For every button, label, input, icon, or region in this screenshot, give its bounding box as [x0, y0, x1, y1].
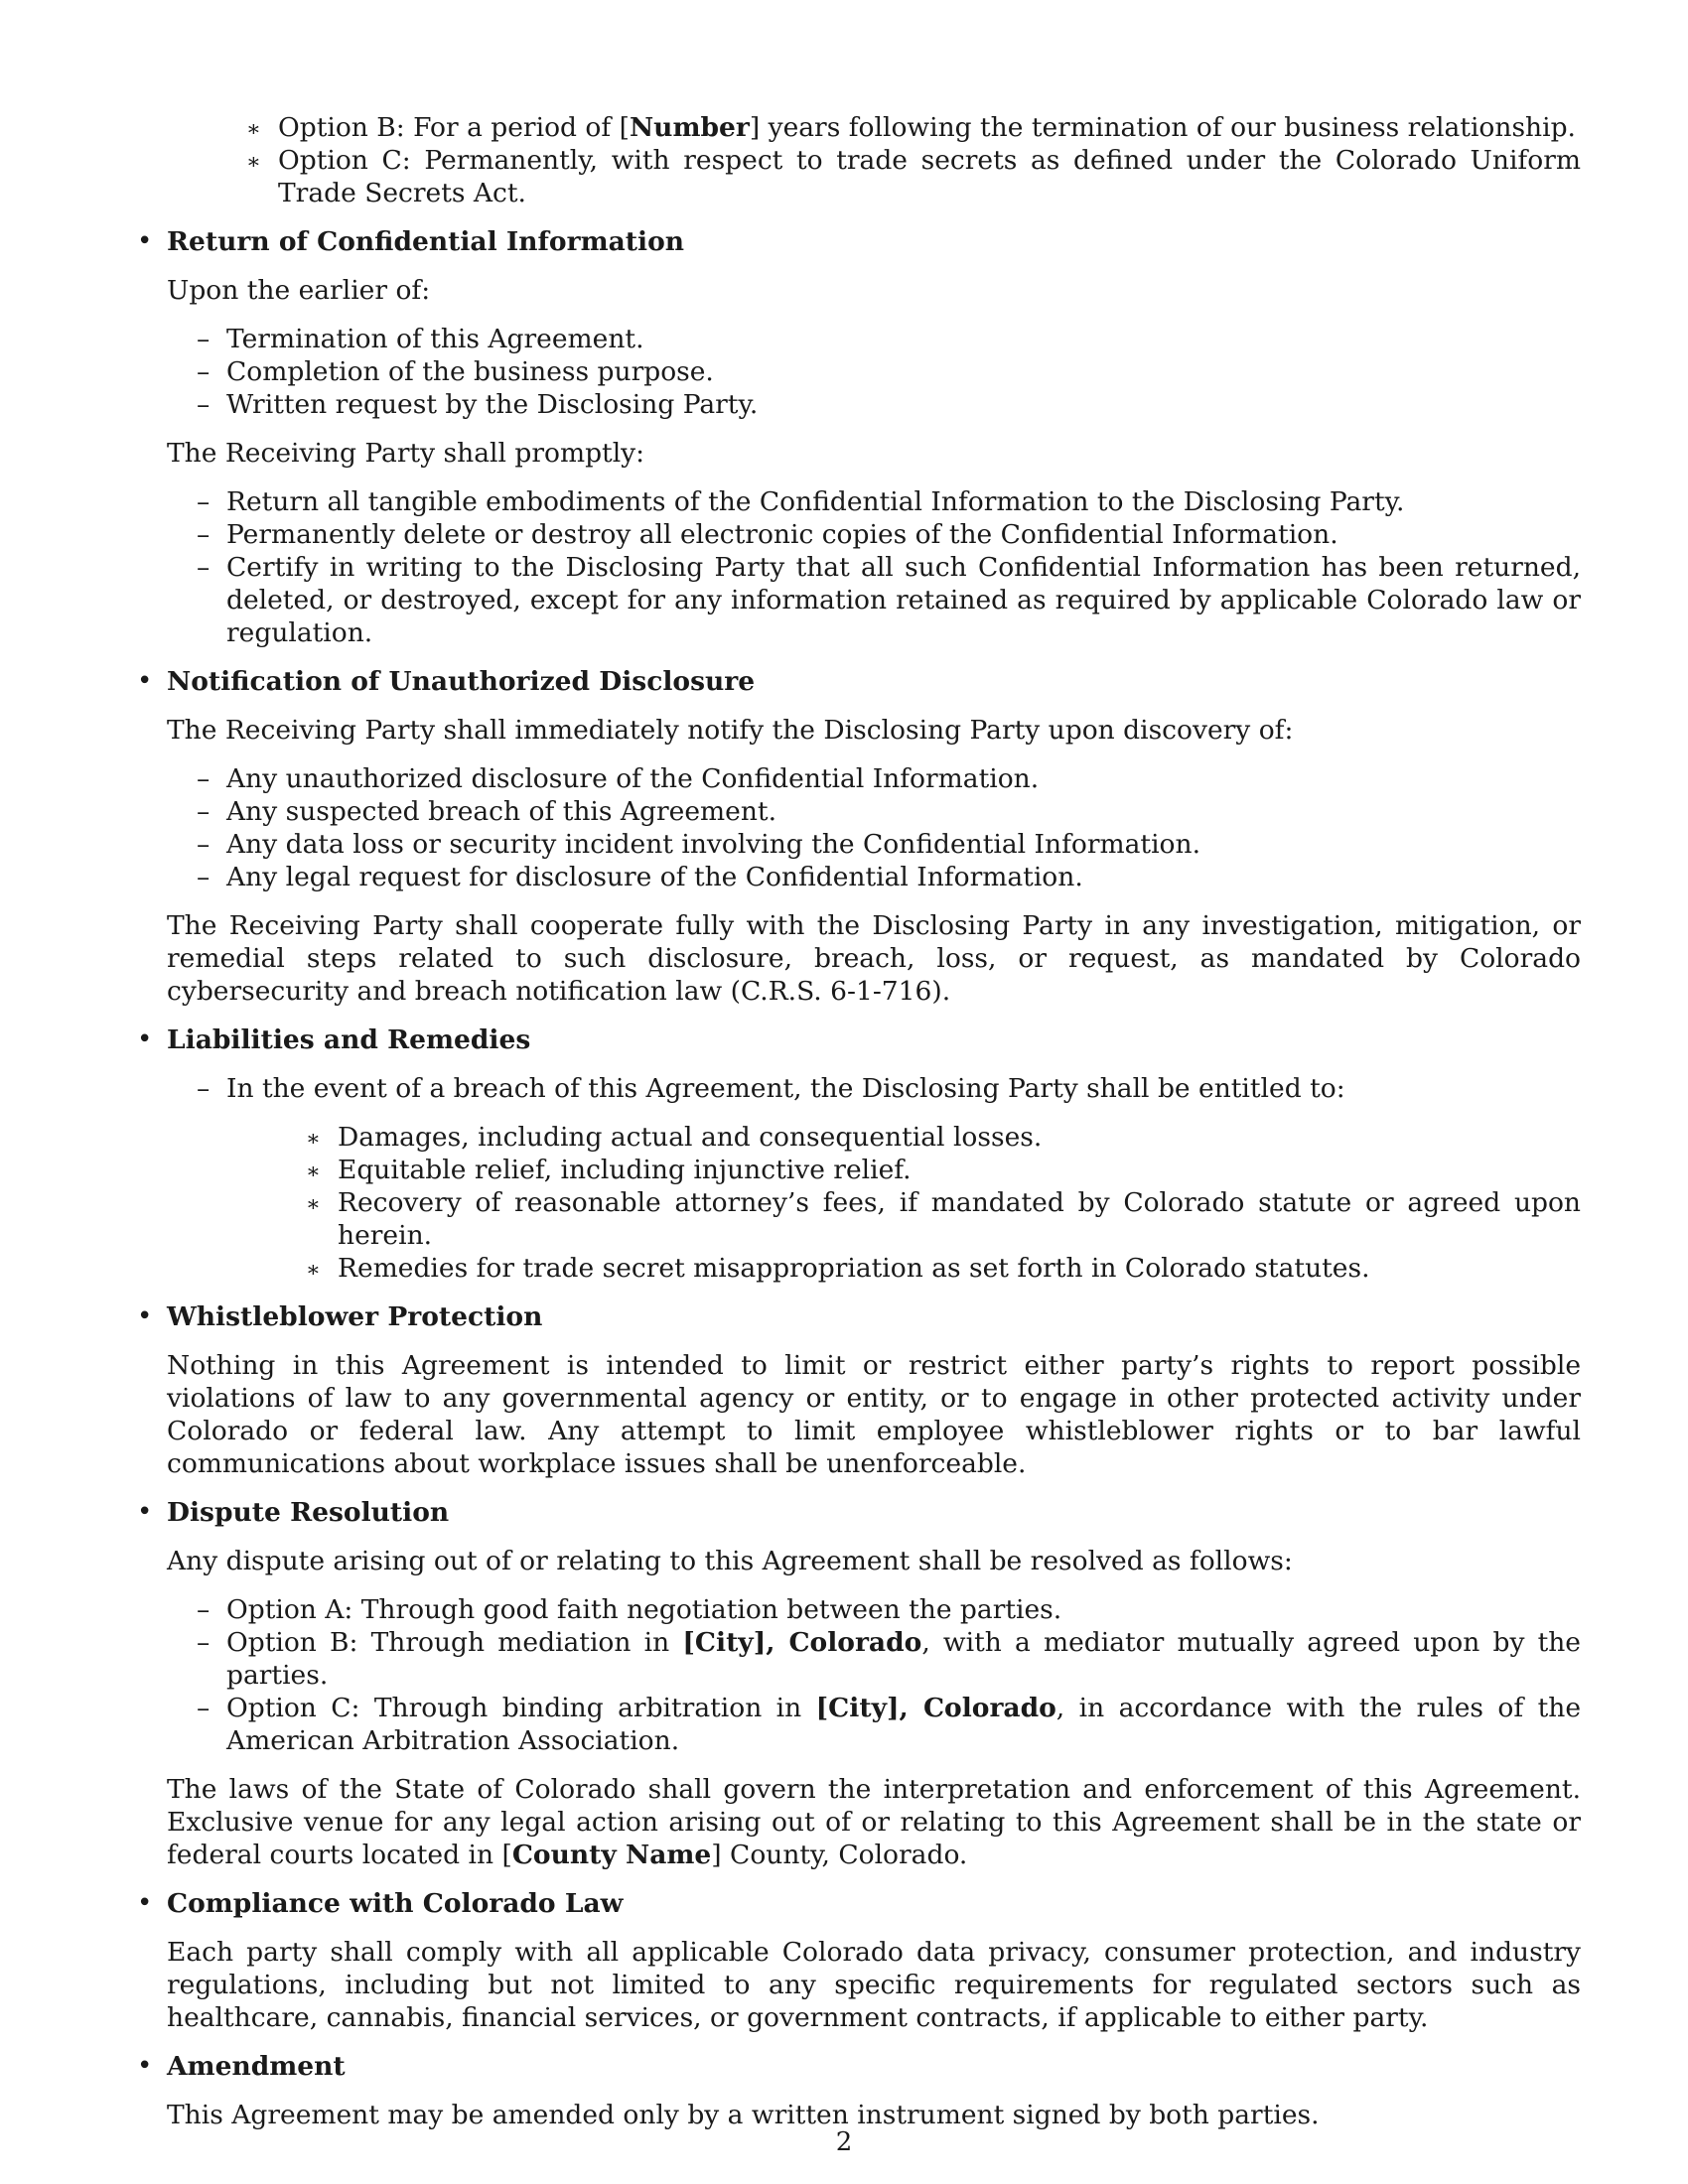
- section-whistleblower: • Whistleblower Protection Nothing in this Agreement is intended to limit or restrict either party’s rights to report possible violations of law to any governmental agency or entity, or to engage in other protected activity under Colorado or federal law. Any attempt to limit employee whistleblower rights or to bar lawful communications about workplace issues shall be unenforceable.: [137, 1301, 1581, 1479]
- section-dispute: • Dispute Resolution Any dispute arising out of or relating to this Agreement shall be resolved as follows: – Option A: Through good faith negotiation between the parties. – Option B: Through mediation in [City], Colorado, with a mediator mutually agreed upon by the parties. – Option C: Through binding arbitration in [City], Colorado, in accordance with the rules of the American Arbitration Association. The laws of the State of Colorado shall govern the interpretation and enforcement of this Agreement. Exclusive venue for any legal action arising out of or relating to this Agreement shall be in the state or federal courts located in [County Name] County, Colorado.: [137, 1497, 1581, 1870]
- list-item: – Any legal request for disclosure of the Confidential Information.: [197, 862, 1083, 892]
- section-title: Amendment: [167, 2051, 346, 2082]
- list-item: ∗ Recovery of reasonable attorney’s fees, if mandated by Colorado statute or agreed upon herein.: [306, 1187, 1581, 1251]
- section-return: • Return of Confidential Information Upon the earlier of: – Termination of this Agreement. – Completion of the business purpose. – Written request by the Disclosing Party. The Receiving Party shall promptly: – Return all tangible embodiments of the Confidential Information to the Disclosing Party. – Permanently delete or destroy all electronic copies of the Confidential Information. – Certify in writing to the Disclosing Party that all such Confidential Information has been returned, deleted, or destroyed, except for any information retained as required by applicable Colorado law or regulation.: [137, 226, 1581, 648]
- list-item: – Permanently delete or destroy all electronic copies of the Confidential Information.: [197, 519, 1338, 550]
- list-item: ∗ Remedies for trade secret misappropriation as set forth in Colorado statutes.: [306, 1253, 1370, 1284]
- return-conditions-list: [167, 323, 1581, 421]
- list-item: – Any unauthorized disclosure of the Confidential Information.: [197, 763, 1040, 794]
- list-item: ∗ Equitable relief, including injunctive relief.: [306, 1155, 912, 1185]
- list-item: – Written request by the Disclosing Party.: [197, 389, 759, 420]
- list-item: – In the event of a breach of this Agreement, the Disclosing Party shall be entitled to: ∗ Damages, including actual and consequential losses. ∗ Equitable relief, including injunctive relief. ∗ Recovery of reasonable attorney’s fees, if mandated by Colorado statute or agreed upon herein. ∗ Remedies for trade secret misappropriation as set forth in Colorado statutes.: [197, 1073, 1581, 1284]
- return-actions-list: [167, 485, 1581, 649]
- list-item: – Return all tangible embodiments of the Confidential Information to the Disclosing Party.: [197, 486, 1405, 517]
- list-item: – Option B: Through mediation in [City], Colorado, with a mediator mutually agreed upon by the parties.: [197, 1627, 1581, 1691]
- section-title: Notification of Unauthorized Disclosure: [167, 666, 756, 697]
- remedies-list: [226, 1121, 1581, 1285]
- section-title: Whistleblower Protection: [167, 1301, 543, 1332]
- list-item: – Completion of the business purpose.: [197, 356, 714, 387]
- section-amendment: • Amendment This Agreement may be amended only by a written instrument signed by both parties.: [167, 2050, 1581, 2131]
- section-title: Compliance with Colorado Law: [167, 1888, 624, 1919]
- list-item: – Option A: Through good faith negotiation between the parties.: [197, 1594, 1062, 1625]
- list-item: ∗ Damages, including actual and consequential losses.: [306, 1122, 1043, 1153]
- list-item: – Option C: Through binding arbitration in [City], Colorado, in accordance with the rules of the American Arbitration Association.: [197, 1693, 1581, 1756]
- list-item: – Any suspected breach of this Agreement.: [197, 796, 777, 827]
- term-options-list: [167, 111, 1581, 209]
- section-title: Return of Confidential Information: [167, 226, 685, 257]
- list-item: ∗ Option C: Permanently, with respect to trade secrets as defined under the Colorado Uniform Trade Secrets Act.: [246, 145, 1581, 208]
- section-title: Dispute Resolution: [167, 1497, 450, 1528]
- notification-list: [167, 762, 1581, 893]
- list-item: – Certify in writing to the Disclosing Party that all such Confidential Information has been returned, deleted, or destroyed, except for any information retained as required by applicable Colorado law or regulation.: [197, 552, 1581, 648]
- liabilities-list: [167, 1072, 1581, 1285]
- page-number: 2: [835, 2127, 853, 2157]
- list-item: – Termination of this Agreement.: [197, 324, 644, 354]
- list-item: ∗ Option B: For a period of [Number] years following the termination of our business relationship.: [246, 112, 1576, 143]
- section-notification: • Notification of Unauthorized Disclosure The Receiving Party shall immediately notify the Disclosing Party upon discovery of: – Any unauthorized disclosure of the Confidential Information. – Any suspected breach of this Agreement. – Any data loss or security incident involving the Confidential Information. – Any legal request for disclosure of the Confidential Information. The Receiving Party shall cooperate fully with the Disclosing Party in any investigation, mitigation, or remedial steps related to such disclosure, breach, loss, or request, as mandated by Colorado cybersecurity and breach notification law (C.R.S. 6-1-716).: [137, 666, 1581, 1007]
- list-item: – Any data loss or security incident involving the Confidential Information.: [197, 829, 1200, 860]
- dispute-options-list: [167, 1593, 1581, 1757]
- section-liabilities: • Liabilities and Remedies – In the event of a breach of this Agreement, the Disclosing Party shall be entitled to: ∗ Damages, including actual and consequential losses. ∗ Equitable relief, including injunctive relief. ∗ Recovery of reasonable attorney’s fees, if mandated by Colorado statute or agreed upon herein. ∗ Remedies for trade secret misappropriation as set forth in Colorado statutes.: [137, 1024, 1581, 1284]
- section-compliance: • Compliance with Colorado Law Each party shall comply with all applicable Colorado data privacy, consumer protection, and industry regulations, including but not limited to any specific requirements for regulated sectors such as healthcare, cannabis, financial services, or government contracts, if applicable to either party.: [137, 1888, 1581, 2033]
- section-title: Liabilities and Remedies: [167, 1024, 531, 1055]
- document-page: [137, 95, 1581, 2131]
